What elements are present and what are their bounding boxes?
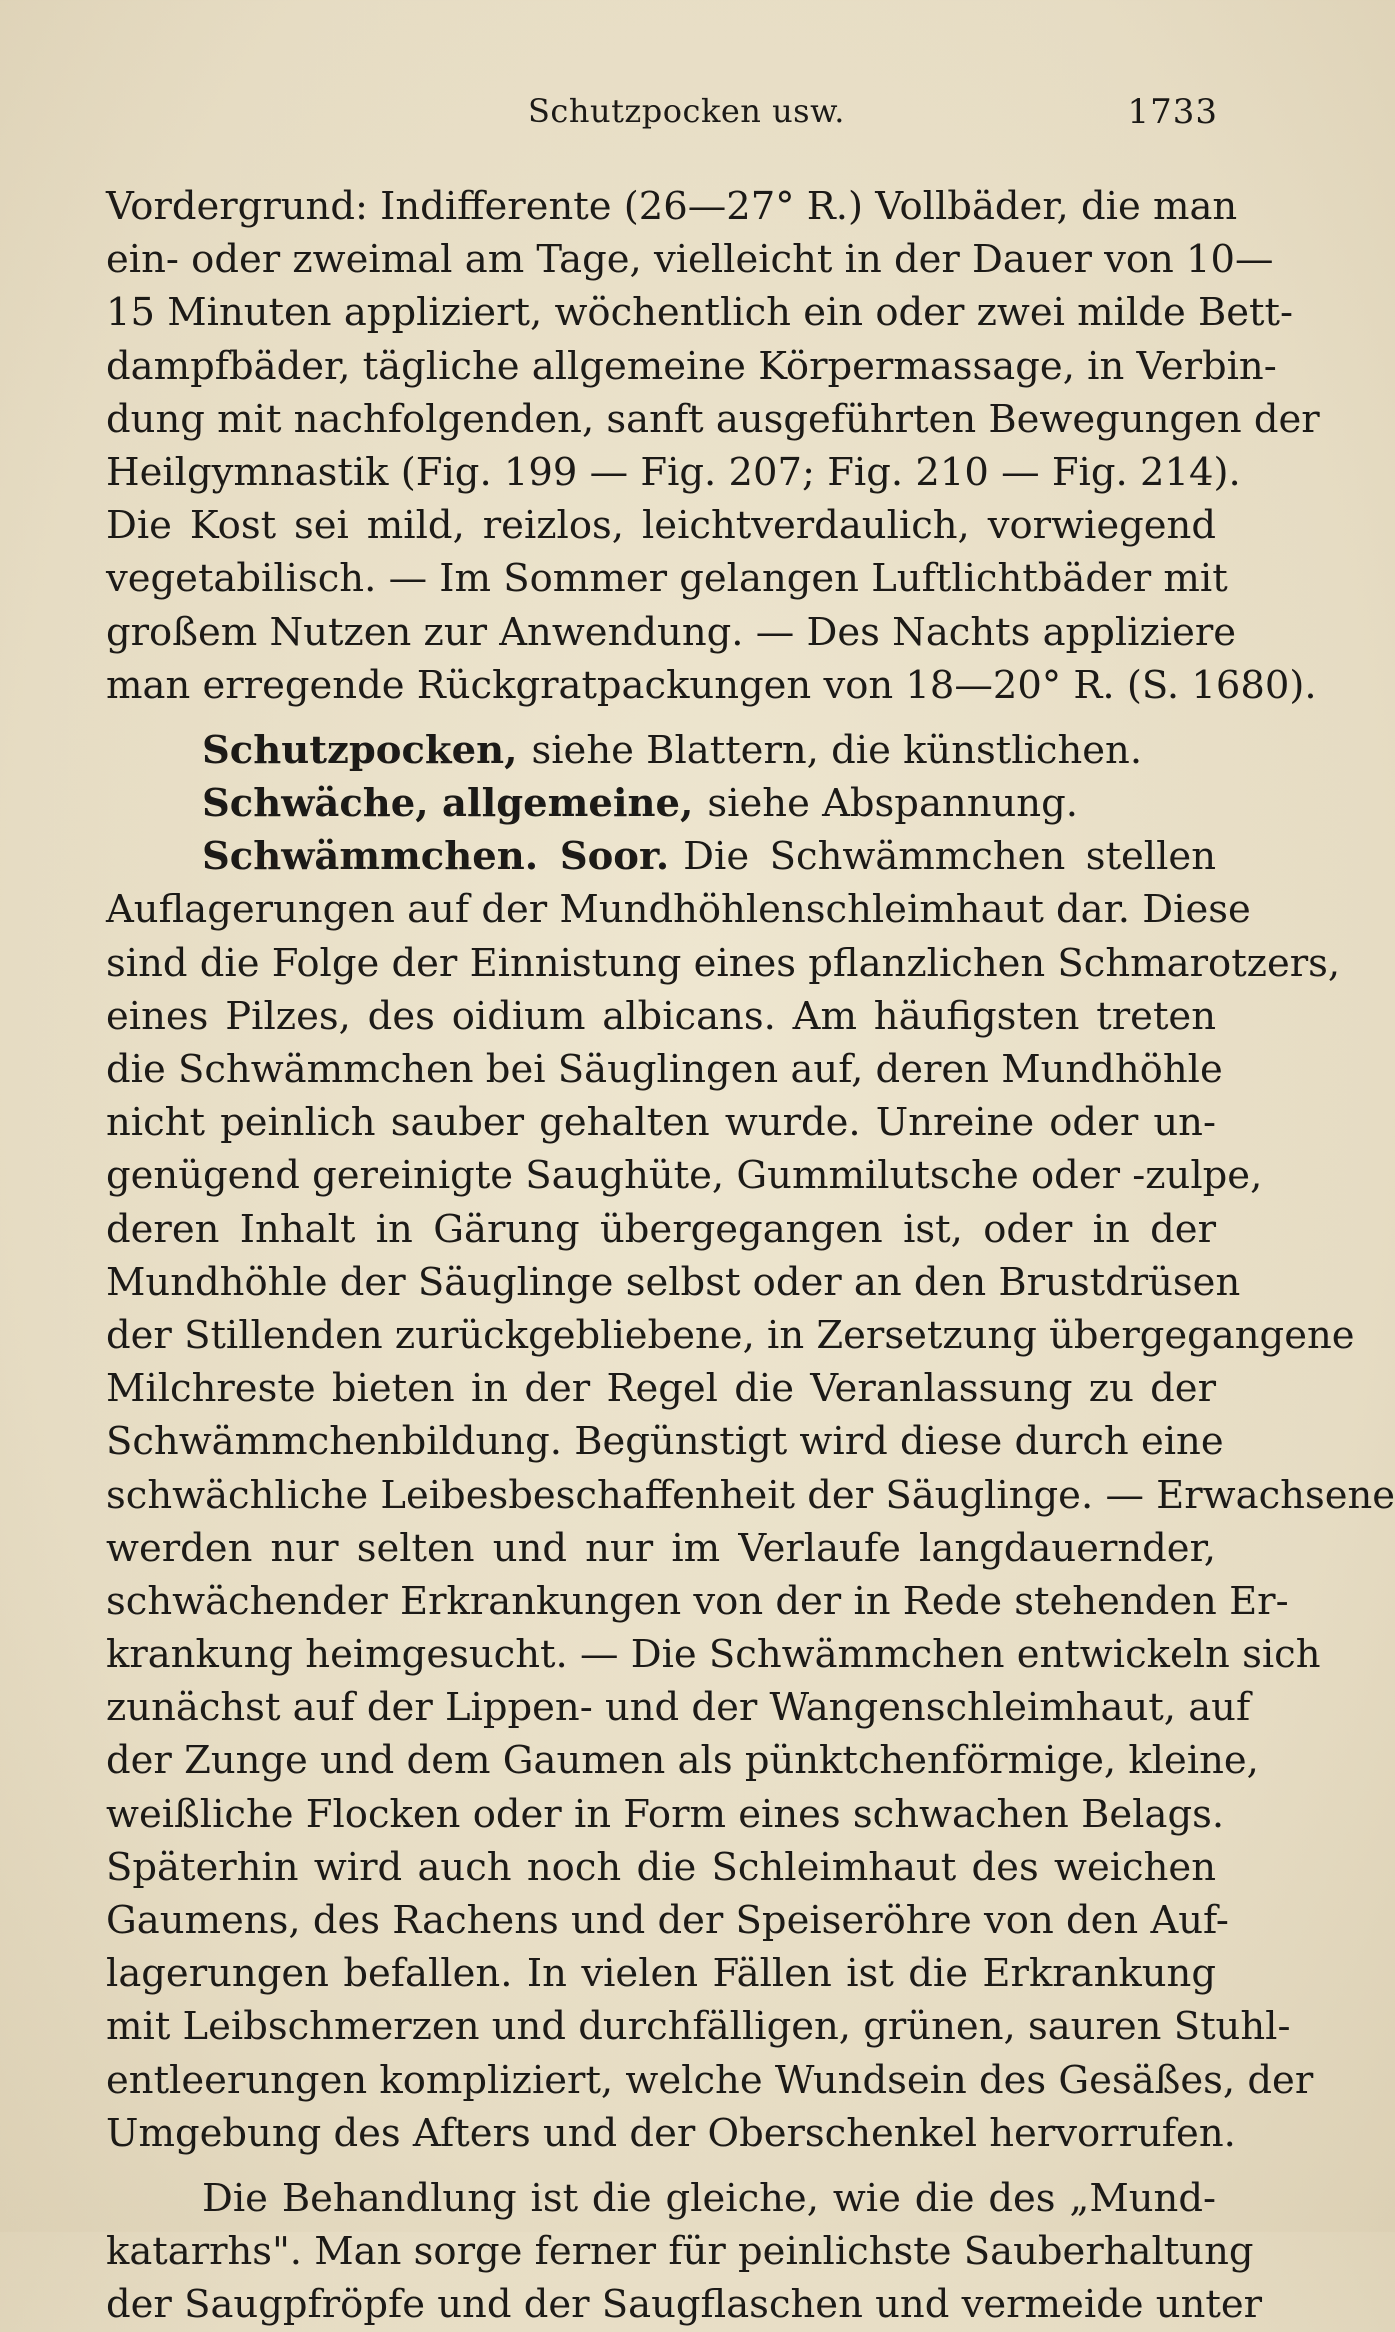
text-line: man erregende Rückgratpackungen von 18—20° R. (S. 1680).: [106, 662, 1317, 708]
text-line: mit Leibschmerzen und durchfälligen, grünen, sauren Stuhl-: [106, 2004, 1291, 2050]
page-number: 1733: [1127, 92, 1218, 132]
text-line: Auflagerungen auf der Mundhöhlenschleimhaut dar. Diese: [106, 887, 1251, 933]
text-line: Milchreste bieten in der Regel die Veranlassung zu der: [106, 1366, 1216, 1412]
text-line: der Zunge und dem Gaumen als pünktchenförmige, kleine,: [106, 1738, 1259, 1784]
entry-text: Die Schwämmchen stellen: [683, 834, 1216, 880]
text-line: lagerungen befallen. In vielen Fällen ist die Erkrankung: [106, 1951, 1216, 1997]
text-line: eines Pilzes, des oidium albicans. Am häufigsten treten: [106, 993, 1216, 1039]
text-line: Mundhöhle der Säuglinge selbst oder an den Brustdrüsen: [106, 1259, 1241, 1305]
running-head: [0, 92, 1308, 142]
entry-line: [106, 777, 1216, 830]
text-line: Späterhin wird auch noch die Schleimhaut des weichen: [106, 1844, 1216, 1890]
text-line: genügend gereinigte Saughüte, Gummilutsche oder -zulpe,: [106, 1153, 1263, 1199]
text-line: Heilgymnastik (Fig. 199 — Fig. 207; Fig. 210 — Fig. 214).: [106, 449, 1241, 495]
text-line: Umgebung des Afters und der Oberschenkel hervorrufen.: [106, 2110, 1236, 2156]
text-line: die Schwämmchen bei Säuglingen auf, deren Mundhöhle: [106, 1047, 1223, 1092]
text-line: werden nur selten und nur im Verlaufe langdauernder,: [106, 1525, 1216, 1571]
text-line: entleerungen kompliziert, welche Wundsein des Gesäßes, der: [106, 2057, 1314, 2103]
entry-headword: Schwämmchen. Soor.: [202, 834, 670, 880]
paragraph-treatment: [106, 2172, 1263, 2332]
text-line: nicht peinlich sauber gehalten wurde. Unreine oder un-: [106, 1100, 1216, 1146]
text-line: schwächliche Leibesbeschaffenheit der Säuglinge. — Erwachsene: [106, 1472, 1395, 1518]
text-line: vegetabilisch. — Im Sommer gelangen Luftlichtbäder mit: [106, 556, 1228, 602]
text-line: schwächender Erkrankungen von der in Rede stehenden Er-: [106, 1578, 1289, 1624]
entry-line: [106, 724, 1216, 777]
paragraph-continuation: [106, 180, 1320, 712]
text-line: großem Nutzen zur Anwendung. — Des Nachts appliziere: [106, 609, 1237, 655]
text-line: Die Behandlung ist die gleiche, wie die des „Mund-: [202, 2175, 1216, 2221]
text-line: deren Inhalt in Gärung übergegangen ist, oder in der: [106, 1206, 1216, 1252]
text-line: katarrhs". Man sorge ferner für peinlichste Sauberhaltung: [106, 2229, 1254, 2275]
running-title: Schutzpocken usw.: [528, 92, 845, 130]
text-line: Vordergrund: Indifferente (26—27° R.) Vollbäder, die man: [106, 184, 1238, 229]
text-line: dung mit nachfolgenden, sanft ausgeführten Bewegungen der: [106, 396, 1320, 442]
text-line: weißliche Flocken oder in Form eines schwachen Belags.: [106, 1791, 1225, 1837]
entry-schutzpocken: [106, 724, 1216, 777]
entry-headword: Schutzpocken,: [202, 727, 518, 773]
text-line: Die Kost sei mild, reizlos, leichtverdaulich, vorwiegend: [106, 503, 1216, 549]
text-line: der Stillenden zurückgebliebene, in Zersetzung übergegangene: [106, 1312, 1355, 1358]
text-line: zunächst auf der Lippen- und der Wangenschleimhaut, auf: [106, 1685, 1251, 1731]
entry-text: siehe Abspannung.: [707, 781, 1078, 827]
text-line: sind die Folge der Einnistung eines pflanzlichen Schmarotzers,: [106, 940, 1341, 986]
text-line: Schwämmchenbildung. Begünstigt wird diese durch eine: [106, 1419, 1224, 1465]
entry-headword: Schwäche, allgemeine,: [202, 781, 694, 827]
text-line: Gaumens, des Rachens und der Speiseröhre von den Auf-: [106, 1898, 1229, 1943]
text-line: 15 Minuten appliziert, wöchentlich ein oder zwei milde Bett-: [106, 290, 1293, 336]
entry-line: [106, 830, 1216, 883]
text-line: krankung heimgesucht. — Die Schwämmchen entwickeln sich: [106, 1632, 1321, 1678]
entry-schwaeche: [106, 777, 1216, 830]
text-line: dampfbäder, tägliche allgemeine Körpermassage, in Verbin-: [106, 343, 1277, 389]
entry-text: siehe Blattern, die künstlichen.: [531, 727, 1143, 773]
text-line: der Saugpfröpfe und der Saugflaschen und vermeide unter: [106, 2282, 1263, 2328]
body-text: [106, 180, 1395, 2332]
text-line: ein- oder zweimal am Tage, vielleicht in der Dauer von 10—: [106, 237, 1274, 283]
entry-schwaemmchen: [106, 830, 1395, 2160]
